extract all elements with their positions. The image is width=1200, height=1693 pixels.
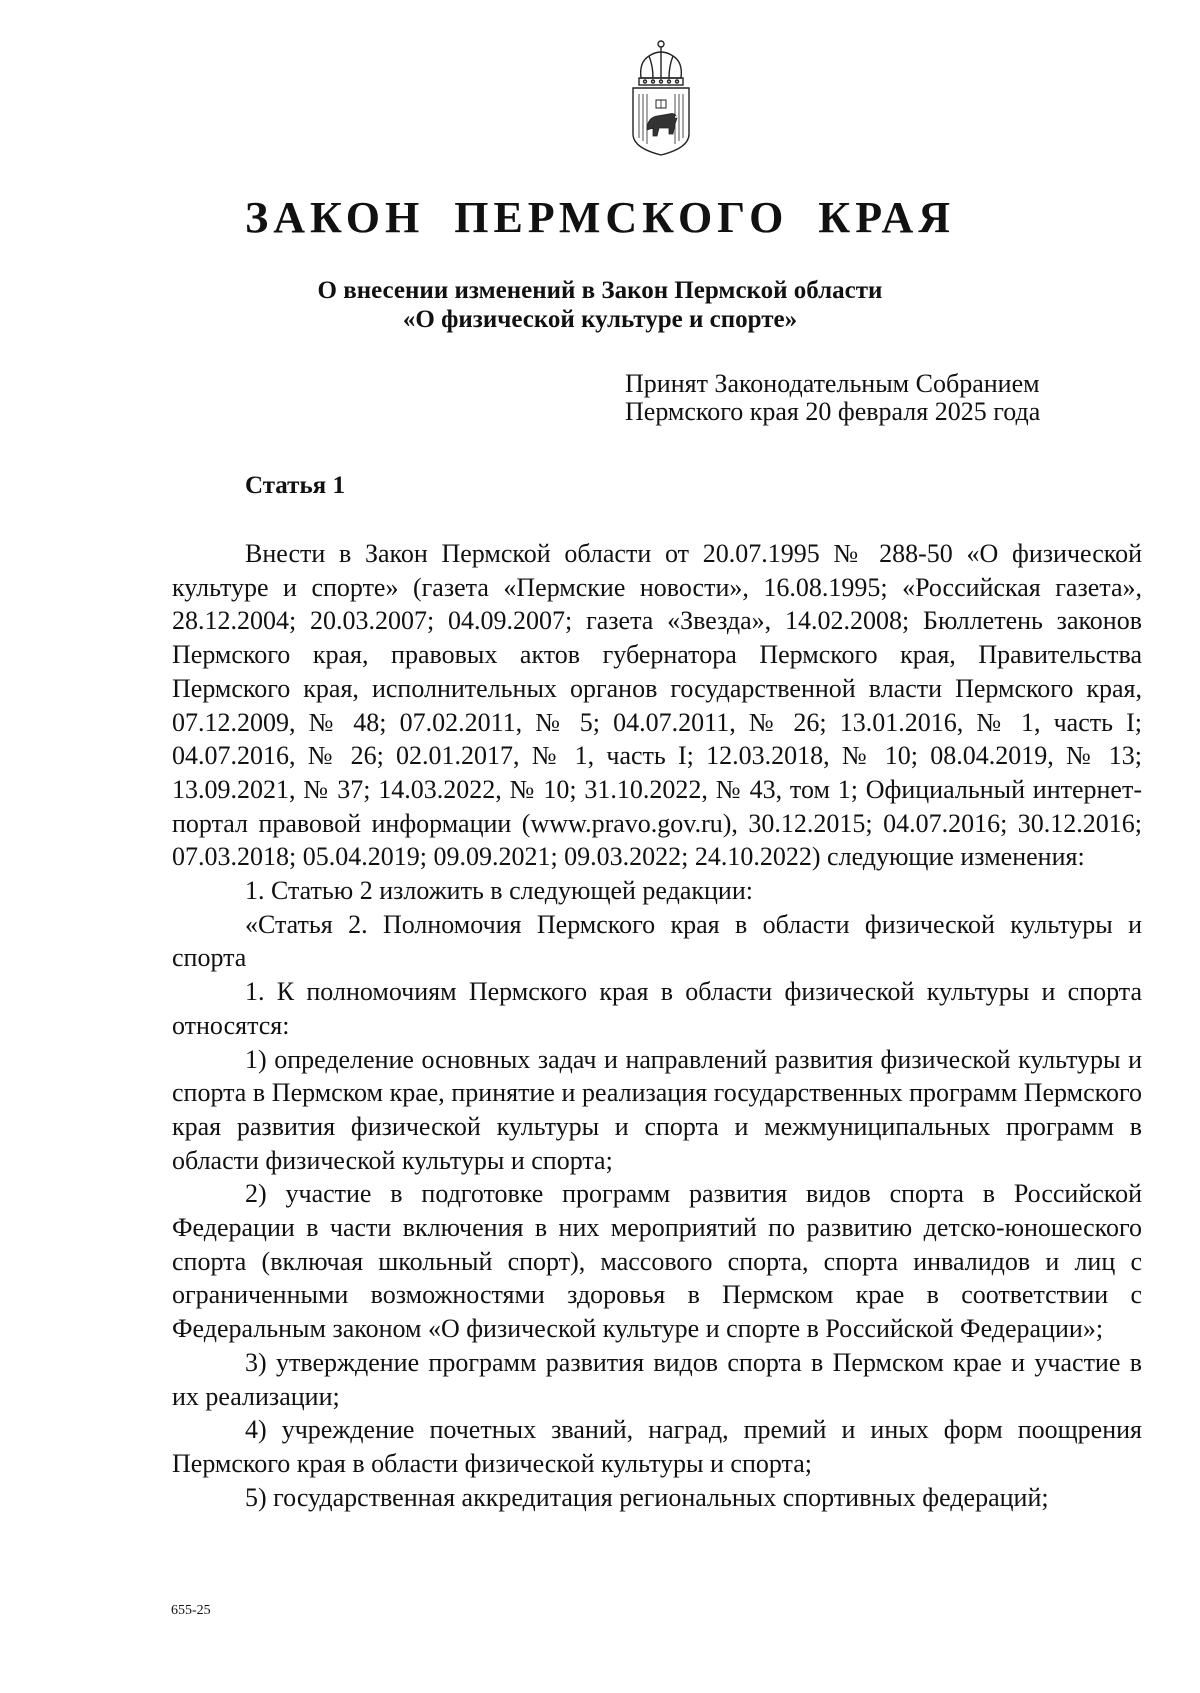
law-subtitle (0, 276, 1200, 334)
article-heading: Статья 1 (245, 472, 345, 499)
article-body (172, 537, 1142, 1514)
coat-of-arms-icon (625, 38, 697, 158)
paragraph: Внести в Закон Пермской области от 20.07.1995 № 288-50 «О физической культуре и спорте» (газета «Пермские новости», 16.08.1995; «Российская газета», 28.12.2004; 20.03.2007; 04.09.2007; газета «Звезда», 14.02.2008; Бюллетень законов Пермского края, правовых актов губернатора Пермского края, Правительства Пермского края, исполнительных органов государственной власти Пермского края, 07.12.2009, № 48; 07.02.2011, № 5; 04.07.2011, № 26; 13.01.2016, № 1, часть I; 04.07.2016, № 26; 02.01.2017, № 1, часть I; 12.03.2018, № 10; 08.04.2019, № 13; 13.09.2021, № 37; 14.03.2022, № 10; 31.10.2022, № 43, том 1; Официальный интернет-портал правовой информации (www.pravo.gov.ru), 30.12.2015; 04.07.2016; 30.12.2016; 07.03.2018; 05.04.2019; 09.09.2021; 09.03.2022; 24.10.2022) следующие изменения: (172, 539, 1142, 872)
paragraph: 4) учреждение почетных званий, наград, премий и иных форм поощрения Пермского края в области физической культуры и спорта; (172, 1415, 1142, 1478)
document-code: 655-25 (171, 1603, 211, 1618)
adoption-note (625, 370, 1040, 426)
adoption-note-line: Пермского края 20 февраля 2025 года (625, 397, 1041, 426)
paragraph: 1. Статью 2 изложить в следующей редакции: (245, 876, 753, 906)
law-title: ЗАКОН ПЕРМСКОГО КРАЯ (244, 193, 956, 242)
paragraph: «Статья 2. Полномочия Пермского края в области физической культуры и спорта (172, 909, 1142, 973)
paragraph: 3) утверждение программ развития видов спорта в Пермском крае и участие в их реализации; (172, 1347, 1142, 1411)
paragraph: 1) определение основных задач и направлений развития физической культуры и спорта в Пермском крае, принятие и реализация государственных программ Пермского края развития физической культуры и спорта и межмуниципальных программ в области физической культуры и спорта; (172, 1044, 1142, 1175)
paragraph: 5) государственная аккредитация региональных спортивных федераций; (245, 1482, 1049, 1512)
law-subtitle-line: О внесении изменений в Закон Пермской области (317, 277, 883, 304)
adoption-note-line: Принят Законодательным Собранием (625, 369, 1040, 398)
paragraph: 2) участие в подготовке программ развития видов спорта в Российской Федерации в части включения в них мероприятий по развитию детско-юношеского спорта (включая школьный спорт), массового спорта, спорта инвалидов и лиц с ограниченными возможностями здоровья в Пермском крае в соответствии с Федеральным законом «О физической культуре и спорте в Российской Федерации»; (172, 1179, 1142, 1344)
paragraph: 1. К полномочиям Пермского края в области физической культуры и спорта относятся: (172, 977, 1142, 1040)
law-subtitle-line: «О физической культуре и спорте» (402, 306, 798, 333)
